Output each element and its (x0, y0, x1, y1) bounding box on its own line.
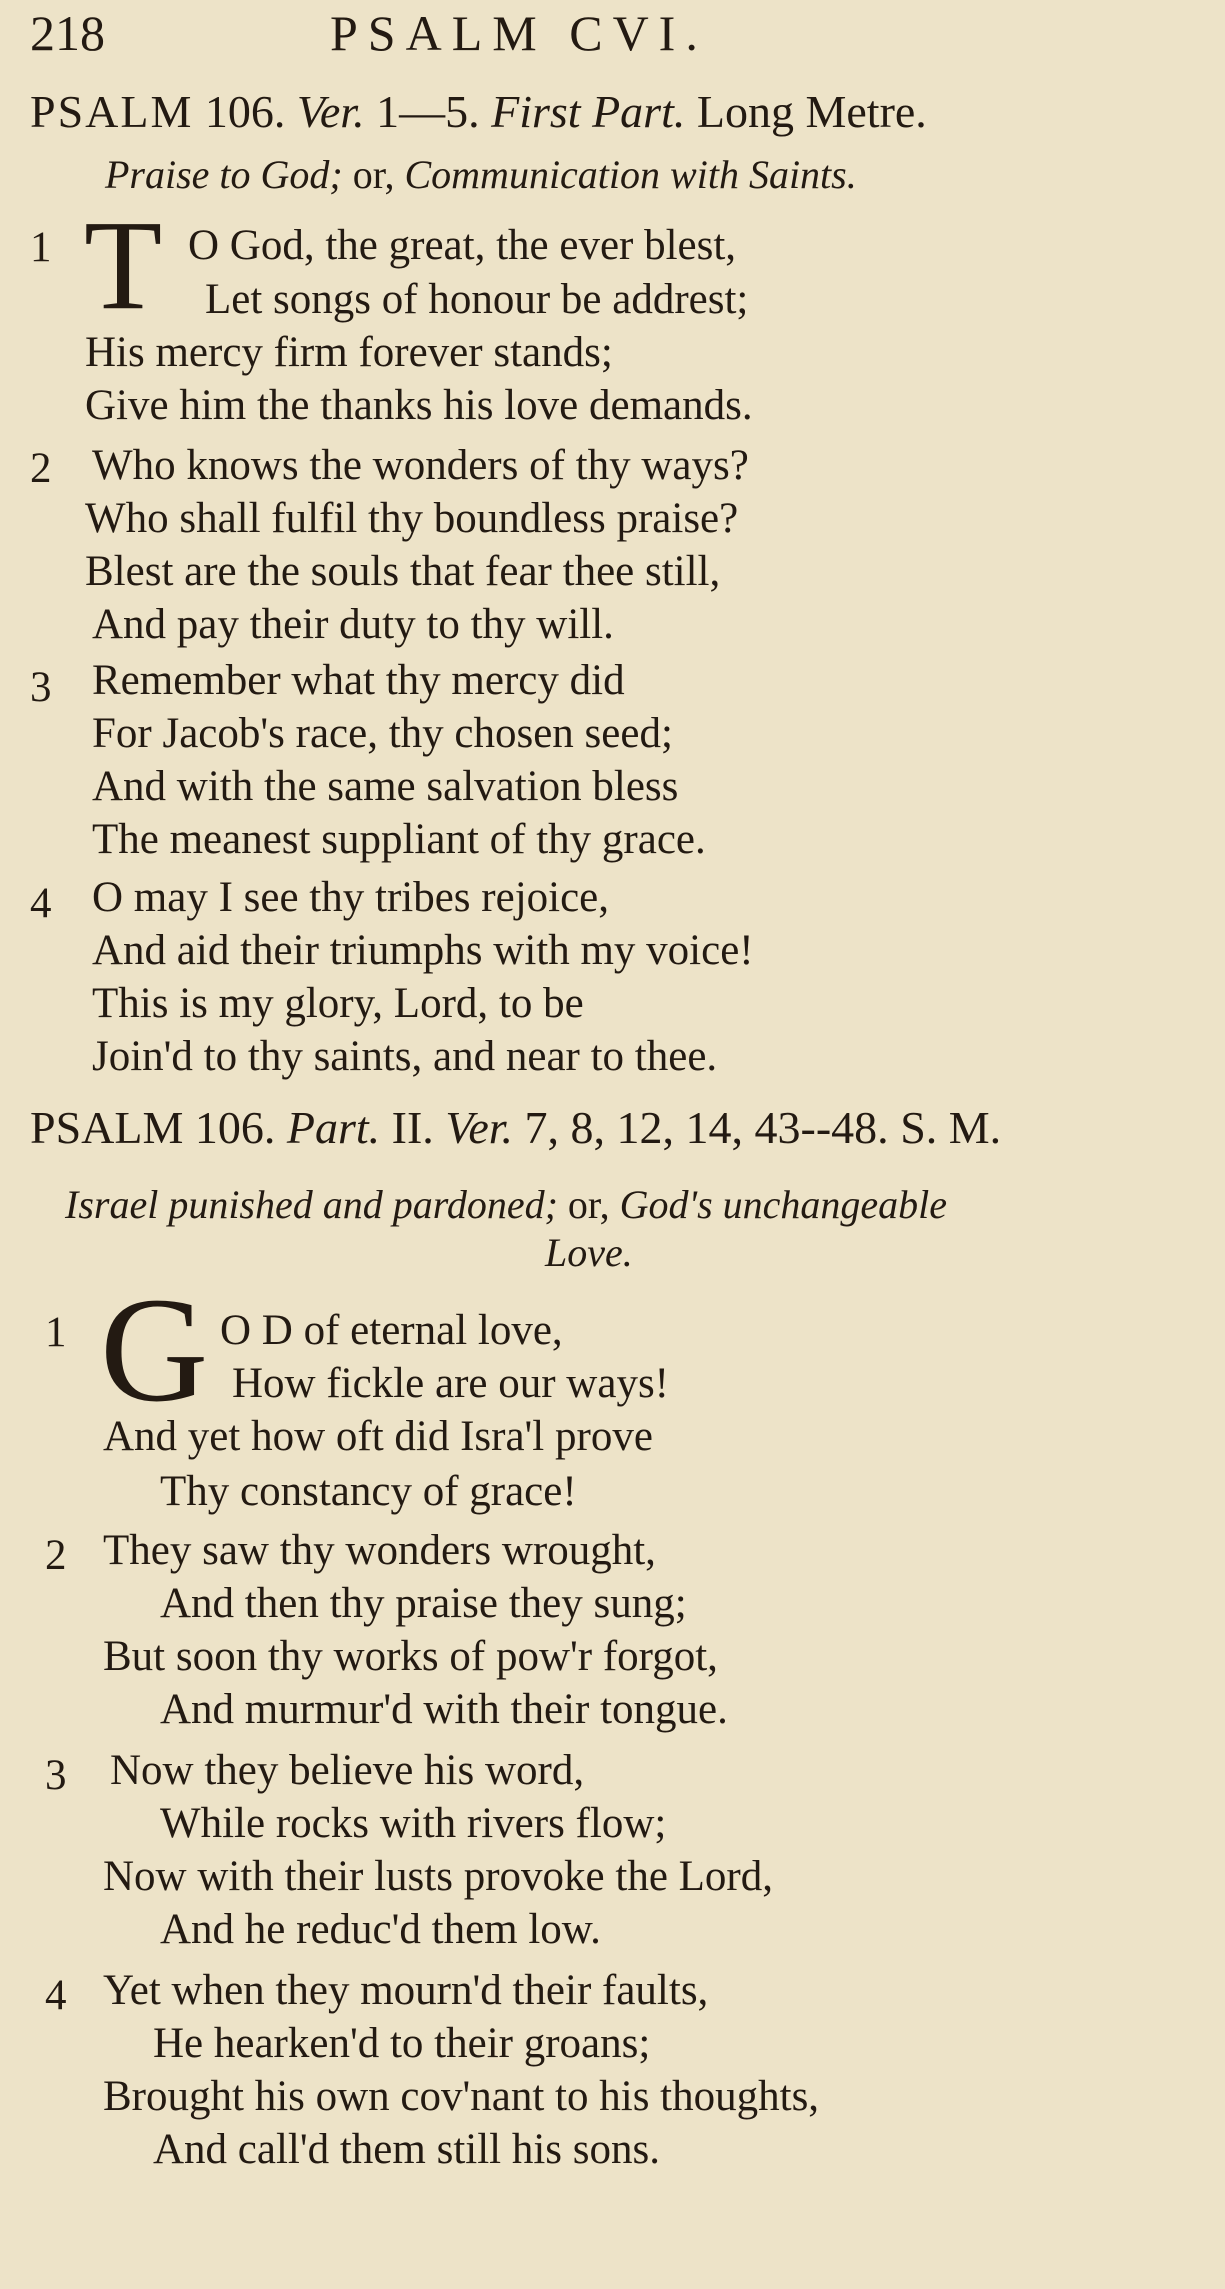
metre: S. M. (900, 1102, 1002, 1153)
verse-line: O may I see thy tribes rejoice, (92, 874, 610, 921)
part2-subtitle-cont: Love. (545, 1230, 633, 1275)
running-head (30, 4, 708, 62)
verse-line: And then thy praise they sung; (160, 1580, 687, 1627)
running-title: PSALM CVI. (330, 5, 708, 61)
stanza-number: 3 (30, 664, 52, 711)
verse-line: For Jacob's race, thy chosen seed; (92, 710, 673, 757)
verse-line: They saw thy wonders wrought, (103, 1527, 656, 1574)
stanza-number: 1 (45, 1309, 67, 1356)
verse-line: And with the same salvation bless (92, 763, 679, 810)
verse-line: Give him the thanks his love demands. (85, 382, 753, 429)
verse-line: Blest are the souls that fear thee still, (85, 548, 721, 595)
verse-line: How fickle are our ways! (232, 1360, 669, 1407)
stanza-number: 4 (45, 1972, 67, 2019)
verse-line: And aid their triumphs with my voice! (92, 927, 754, 974)
verse-range: 7, 8, 12, 14, 43--48. (524, 1102, 889, 1153)
verse-line: Yet when they mourn'd their faults, (103, 1967, 709, 2014)
verse-line: O God, the great, the ever blest, (188, 222, 737, 269)
part-label: First Part. (491, 86, 686, 137)
verse-range: 1—5. (376, 86, 480, 137)
part1-subtitle: Praise to God; or, Communication with Saints. (105, 152, 857, 197)
part2-heading (30, 1100, 1001, 1156)
psalm-number: 106. (204, 86, 286, 137)
part1-heading (30, 84, 927, 140)
verse-line: And murmur'd with their tongue. (160, 1686, 728, 1733)
verse-line: Remember what thy mercy did (92, 657, 625, 704)
verse-line: The meanest suppliant of thy grace. (92, 816, 706, 863)
psalm-number: 106. (194, 1102, 276, 1153)
verse-line: And he reduc'd them low. (160, 1906, 601, 1953)
verse-line: Thy constancy of grace! (160, 1468, 577, 1515)
verse-line: Who knows the wonders of thy ways? (92, 442, 749, 489)
verse-line: Now with their lusts provoke the Lord, (103, 1853, 773, 1900)
page-number: 218 (30, 5, 105, 61)
verse-line: But soon thy works of pow'r forgot, (103, 1633, 718, 1680)
verse-line: Now they believe his word, (110, 1747, 585, 1794)
drop-cap: G (100, 1267, 209, 1433)
verse-line: He hearken'd to their groans; (153, 2020, 651, 2067)
verse-line: And call'd them still his sons. (153, 2126, 661, 2173)
stanza-number: 4 (30, 880, 52, 927)
metre: Long Metre. (696, 86, 927, 137)
verse-line: Join'd to thy saints, and near to thee. (92, 1033, 718, 1080)
stanza-number: 2 (45, 1532, 67, 1579)
verse-line: And yet how oft did Isra'l prove (103, 1413, 653, 1460)
verse-line: While rocks with rivers flow; (160, 1800, 667, 1847)
verse-line: O D of eternal love, (220, 1307, 563, 1354)
verse-line: Brought his own cov'nant to his thoughts, (103, 2073, 820, 2120)
verse-line: This is my glory, Lord, to be (92, 980, 584, 1027)
verse-line: Let songs of honour be addrest; (205, 276, 749, 323)
part-label: Part. (286, 1102, 381, 1153)
psalm-label: PSALM (30, 1102, 184, 1153)
verse-line: And pay their duty to thy will. (92, 601, 614, 648)
stanza-number: 1 (30, 224, 52, 271)
verse-line: Who shall fulfil thy boundless praise? (85, 495, 739, 542)
verse-line: His mercy firm forever stands; (85, 329, 613, 376)
stanza-number: 3 (45, 1752, 67, 1799)
part-number: II. (391, 1102, 434, 1153)
ver-label: Ver. (296, 86, 365, 137)
ver-label: Ver. (445, 1102, 514, 1153)
part2-subtitle: Israel punished and pardoned; or, God's unchangeable (65, 1182, 948, 1227)
stanza-number: 2 (30, 445, 52, 492)
psalm-label: PSALM (30, 86, 194, 137)
drop-cap: T (84, 194, 163, 336)
